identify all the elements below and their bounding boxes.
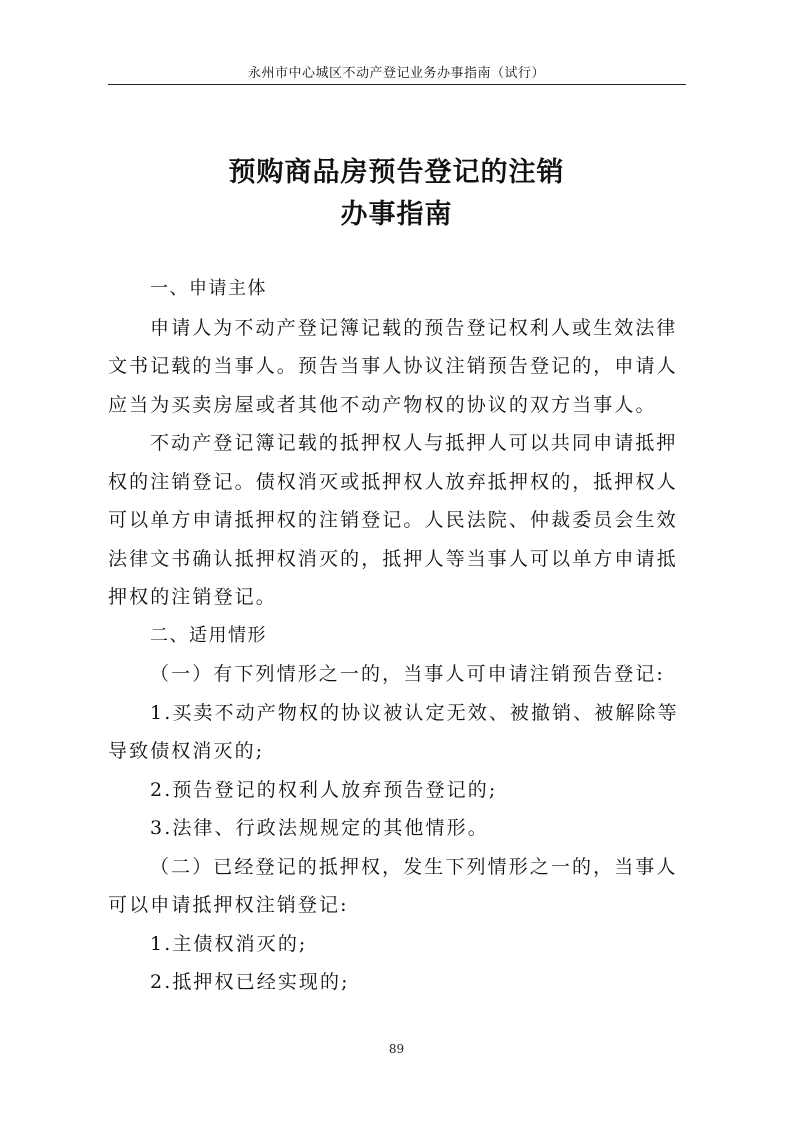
list-item: 1.主债权消灭的; [150, 932, 308, 955]
paragraph-line: 押权的注销登记。 [108, 586, 277, 608]
document-title-line-1: 预购商品房预告登记的注销 [228, 157, 565, 188]
list-item: 2.抵押权已经实现的; [150, 971, 350, 993]
subsection-intro-continuation: 可以申请抵押权注销登记: [108, 894, 349, 916]
header-rule [108, 84, 686, 85]
list-item: 2.预告登记的权利人放弃预告登记的; [150, 778, 498, 801]
page-number: 89 [388, 1042, 405, 1056]
subsection-intro: （一）有下列情形之一的，当事人可申请注销预告登记: [150, 663, 665, 685]
paragraph-line: 可以单方申请抵押权的注销登记。人民法院、仲裁委员会生效 [108, 509, 678, 531]
paragraph-line: 应当为买卖房屋或者其他不动产物权的协议的双方当事人。 [108, 393, 657, 416]
paragraph-line: 权的注销登记。债权消灭或抵押权人放弃抵押权的，抵押权人 [108, 470, 678, 493]
subsection-intro: （二）已经登记的抵押权，发生下列情形之一的，当事人 [150, 855, 678, 878]
paragraph-line: 文书记载的当事人。预告当事人协议注销预告登记的，申请人 [108, 355, 678, 377]
list-item: 3.法律、行政法规规定的其他情形。 [150, 817, 489, 839]
running-header: 永州市中心城区不动产登记业务办事指南（试行） [247, 66, 545, 81]
section-heading-situations: 二、适用情形 [150, 624, 267, 646]
section-heading-applicant: 一、申请主体 [150, 278, 267, 299]
paragraph-line: 法律文书确认抵押权消灭的，抵押人等当事人可以单方申请抵 [108, 547, 678, 570]
paragraph-line: 不动产登记簿记载的抵押权人与抵押人可以共同申请抵押 [150, 432, 678, 454]
document-title-line-2: 办事指南 [340, 199, 453, 230]
document-body [108, 270, 688, 1002]
list-item: 1.买卖不动产物权的协议被认定无效、被撤销、被解除等 [150, 701, 679, 724]
list-item-continuation: 导致债权消灭的; [108, 740, 265, 762]
paragraph-line: 申请人为不动产登记簿记载的预告登记权利人或生效法律 [150, 316, 678, 339]
